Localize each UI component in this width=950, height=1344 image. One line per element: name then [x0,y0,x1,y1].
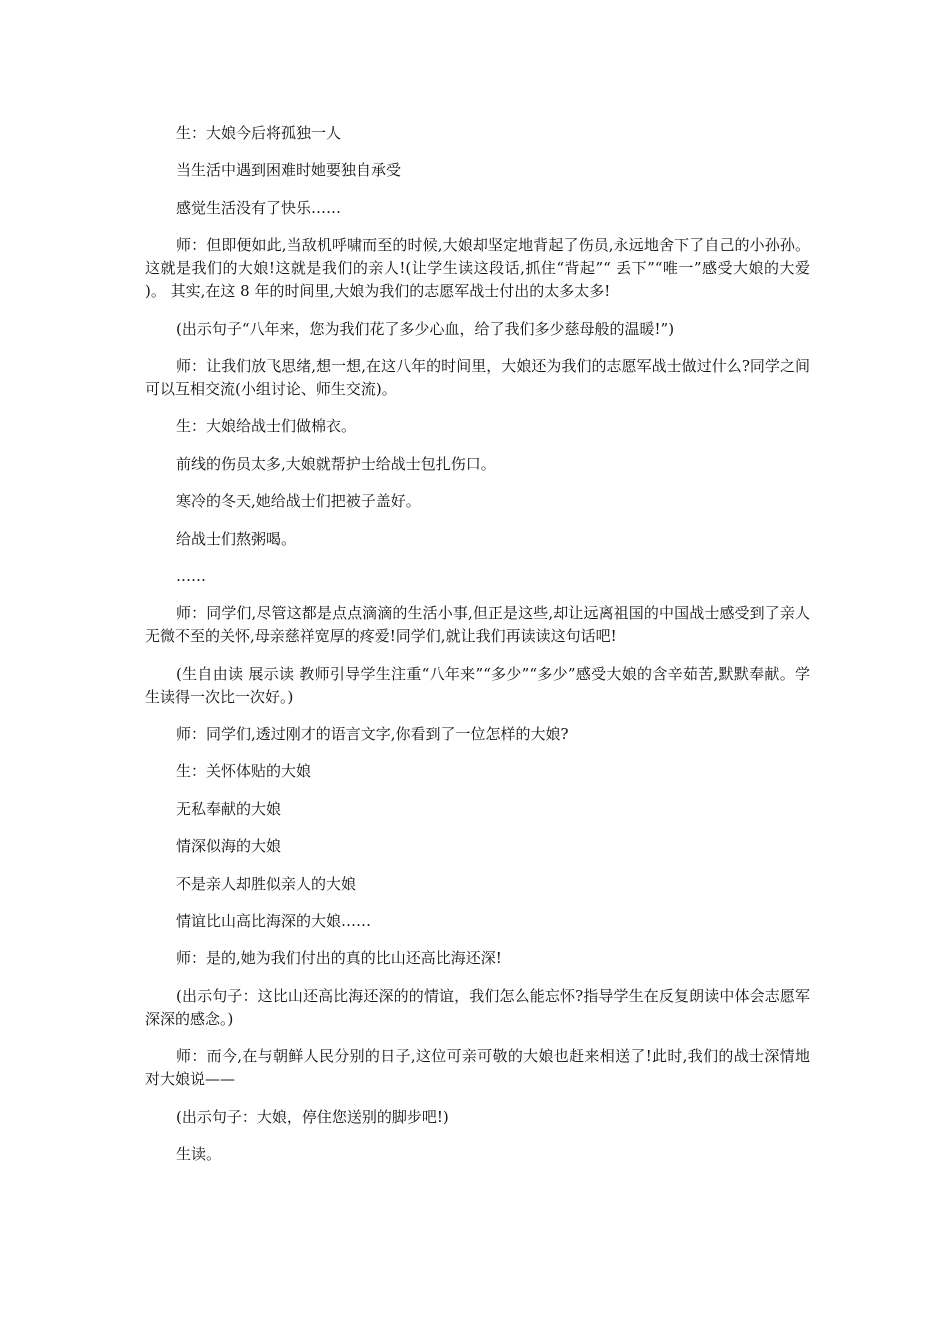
paragraph: …… [176,566,206,585]
paragraph: 师：同学们,尽管这都是点点滴滴的生活小事,但正是这些,却让远离祖国的中国战士感受到了亲人无微不至的关怀,母亲慈祥宽厚的疼爱!同学们,就让我们再读读这句话吧! [145,604,810,646]
paragraph: 寒冷的冬天,她给战士们把被子盖好。 [176,492,421,511]
paragraph: 给战士们熬粥喝。 [176,529,297,548]
paragraph: 师：是的,她为我们付出的真的比山还高比海还深! [176,949,502,968]
paragraph: 生读。 [176,1144,222,1163]
paragraph: (出示句子“八年来，您为我们花了多少心血，给了我们多少慈母般的温暖!”) [176,319,675,338]
paragraph: 情谊比山高比海深的大娘…… [176,912,372,931]
paragraph: 生：大娘给战士们做棉衣。 [176,417,357,436]
paragraph: (出示句子：这比山还高比海还深的的情谊，我们怎么能忘怀?指导学生在反复朗读中体会志愿军深深的感念。) [145,986,810,1028]
paragraph: (生自由读 展示读 教师引导学生注重“八年来”“多少”“多少”感受大娘的含辛茹苦,默默奉献。学生读得一次比一次好。) [145,664,810,706]
paragraph: 不是亲人却胜似亲人的大娘 [176,874,357,893]
paragraph: 情深似海的大娘 [176,837,282,856]
paragraph: 师：同学们,透过刚才的语言文字,你看到了一位怎样的大娘? [176,725,569,744]
paragraph: 师：但即便如此,当敌机呼啸而至的时候,大娘却坚定地背起了伤员,永远地舍下了自己的小孙孙。这就是我们的大娘!这就是我们的亲人!(让学生读这段话,抓住“背起”“ 丢下”“唯一”感受大娘的大爱 )。 其实,在这 8 年的时间里,大娘为我们的志愿军战士付出的太多太多! [145,236,810,301]
paragraph: 无私奉献的大娘 [176,799,282,818]
paragraph: 师：让我们放飞思绪,想一想,在这八年的时间里，大娘还为我们的志愿军战士做过什么?同学之间可以互相交流(小组讨论、师生交流)。 [145,356,810,398]
paragraph: 生：大娘今后将孤独一人 [176,124,342,142]
paragraph: 感觉生活没有了快乐…… [176,198,342,217]
paragraph: 前线的伤员太多,大娘就帮护士给战士包扎伤口。 [176,454,496,473]
paragraph: 当生活中遇到困难时她要独自承受 [176,161,402,180]
paragraph: 生：关怀体贴的大娘 [176,762,312,781]
paragraph: 师：而今,在与朝鲜人民分别的日子,这位可亲可敬的大娘也赶来相送了!此时,我们的战士深情地对大娘说—— [145,1047,810,1089]
document-body [145,122,810,1180]
paragraph: (出示句子：大娘，停住您送别的脚步吧!) [176,1107,449,1126]
